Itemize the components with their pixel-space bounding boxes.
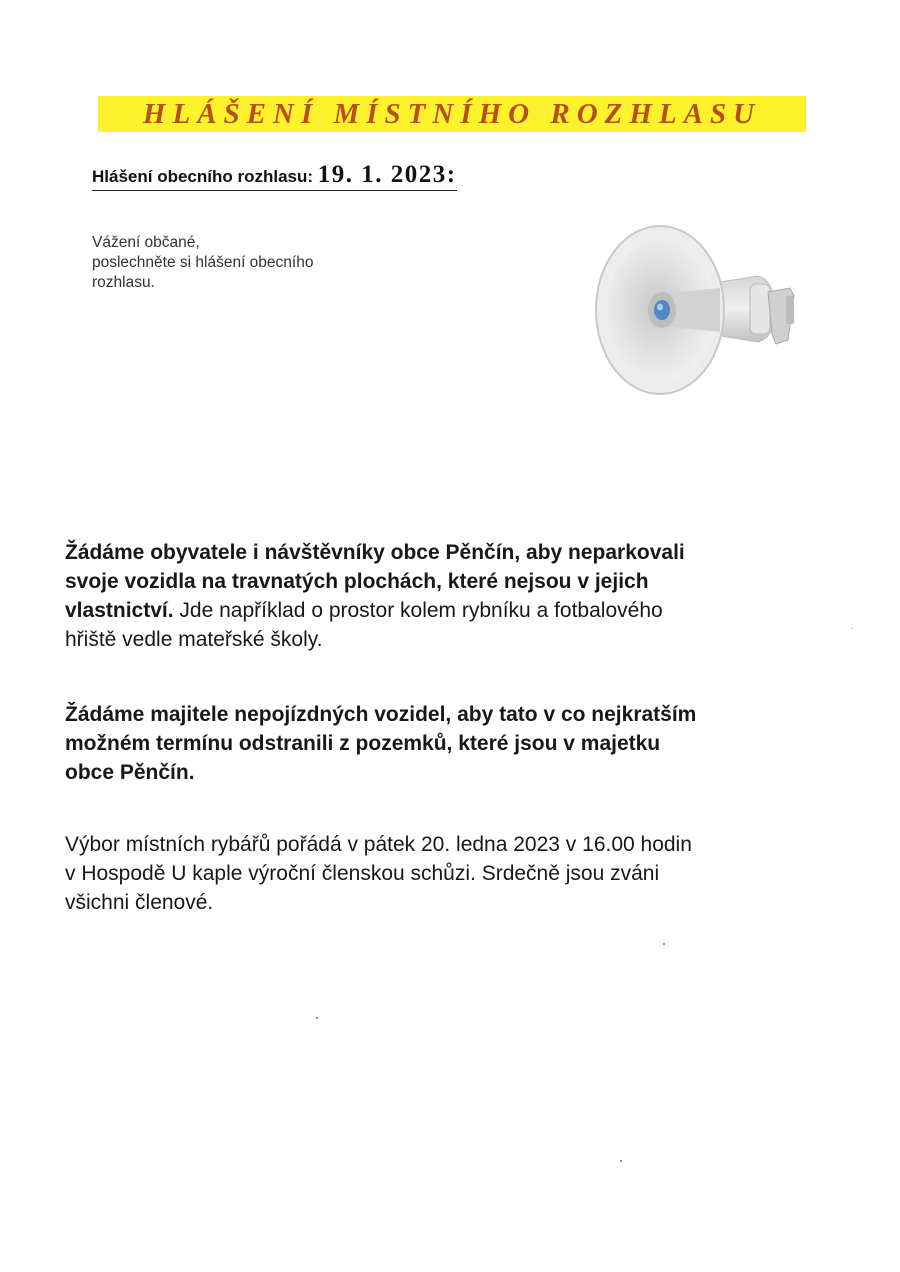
announcement-line: v Hospodě U kaple výroční členskou schůzi. Srdečně jsou zváni <box>65 862 660 885</box>
megaphone-icon <box>590 222 802 402</box>
title-highlight <box>98 96 806 132</box>
announcement-line: všichni členové. <box>65 891 214 914</box>
greeting-line: rozhlasu. <box>92 274 155 291</box>
scan-speck <box>663 943 665 945</box>
announcement-line: obce Pěnčín. <box>65 761 195 784</box>
announcement-fishermen <box>65 830 845 917</box>
announcement-label: Hlášení obecního rozhlasu: <box>92 167 318 186</box>
scan-speck <box>316 1017 318 1019</box>
scan-speck <box>851 628 852 629</box>
announcement-bold-fragment: vlastnictví. <box>65 599 174 622</box>
greeting-line: Vážení občané, <box>92 234 200 251</box>
announcement-line: Žádáme majitele nepojízdných vozidel, aby tato v co nejkratším <box>65 703 697 726</box>
scan-speck <box>620 1160 622 1162</box>
announcement-vehicles <box>65 700 845 787</box>
announcement-line: svoje vozidla na travnatých plochách, které nejsou v jejich <box>65 570 649 593</box>
announcement-line: možném termínu odstranili z pozemků, které jsou v majetku <box>65 732 661 755</box>
announcement-line: Výbor místních rybářů pořádá v pátek 20. ledna 2023 v 16.00 hodin <box>65 833 692 856</box>
greeting <box>92 233 392 293</box>
announcement-parking <box>65 538 845 654</box>
announcement-date-line <box>92 163 457 191</box>
announcement-line: hřiště vedle mateřské školy. <box>65 628 323 651</box>
announcement-line <box>65 596 845 625</box>
announcement-fragment: Jde například o prostor kolem rybníku a fotbalového <box>173 599 663 622</box>
greeting-line: poslechněte si hlášení obecního <box>92 254 314 271</box>
announcement-date: 19. 1. 2023: <box>317 161 457 188</box>
announcement-line: Žádáme obyvatele i návštěvníky obce Pěnčín, aby neparkovali <box>65 541 685 564</box>
page-title: HLÁŠENÍ MÍSTNÍHO ROZHLASU <box>142 98 762 130</box>
